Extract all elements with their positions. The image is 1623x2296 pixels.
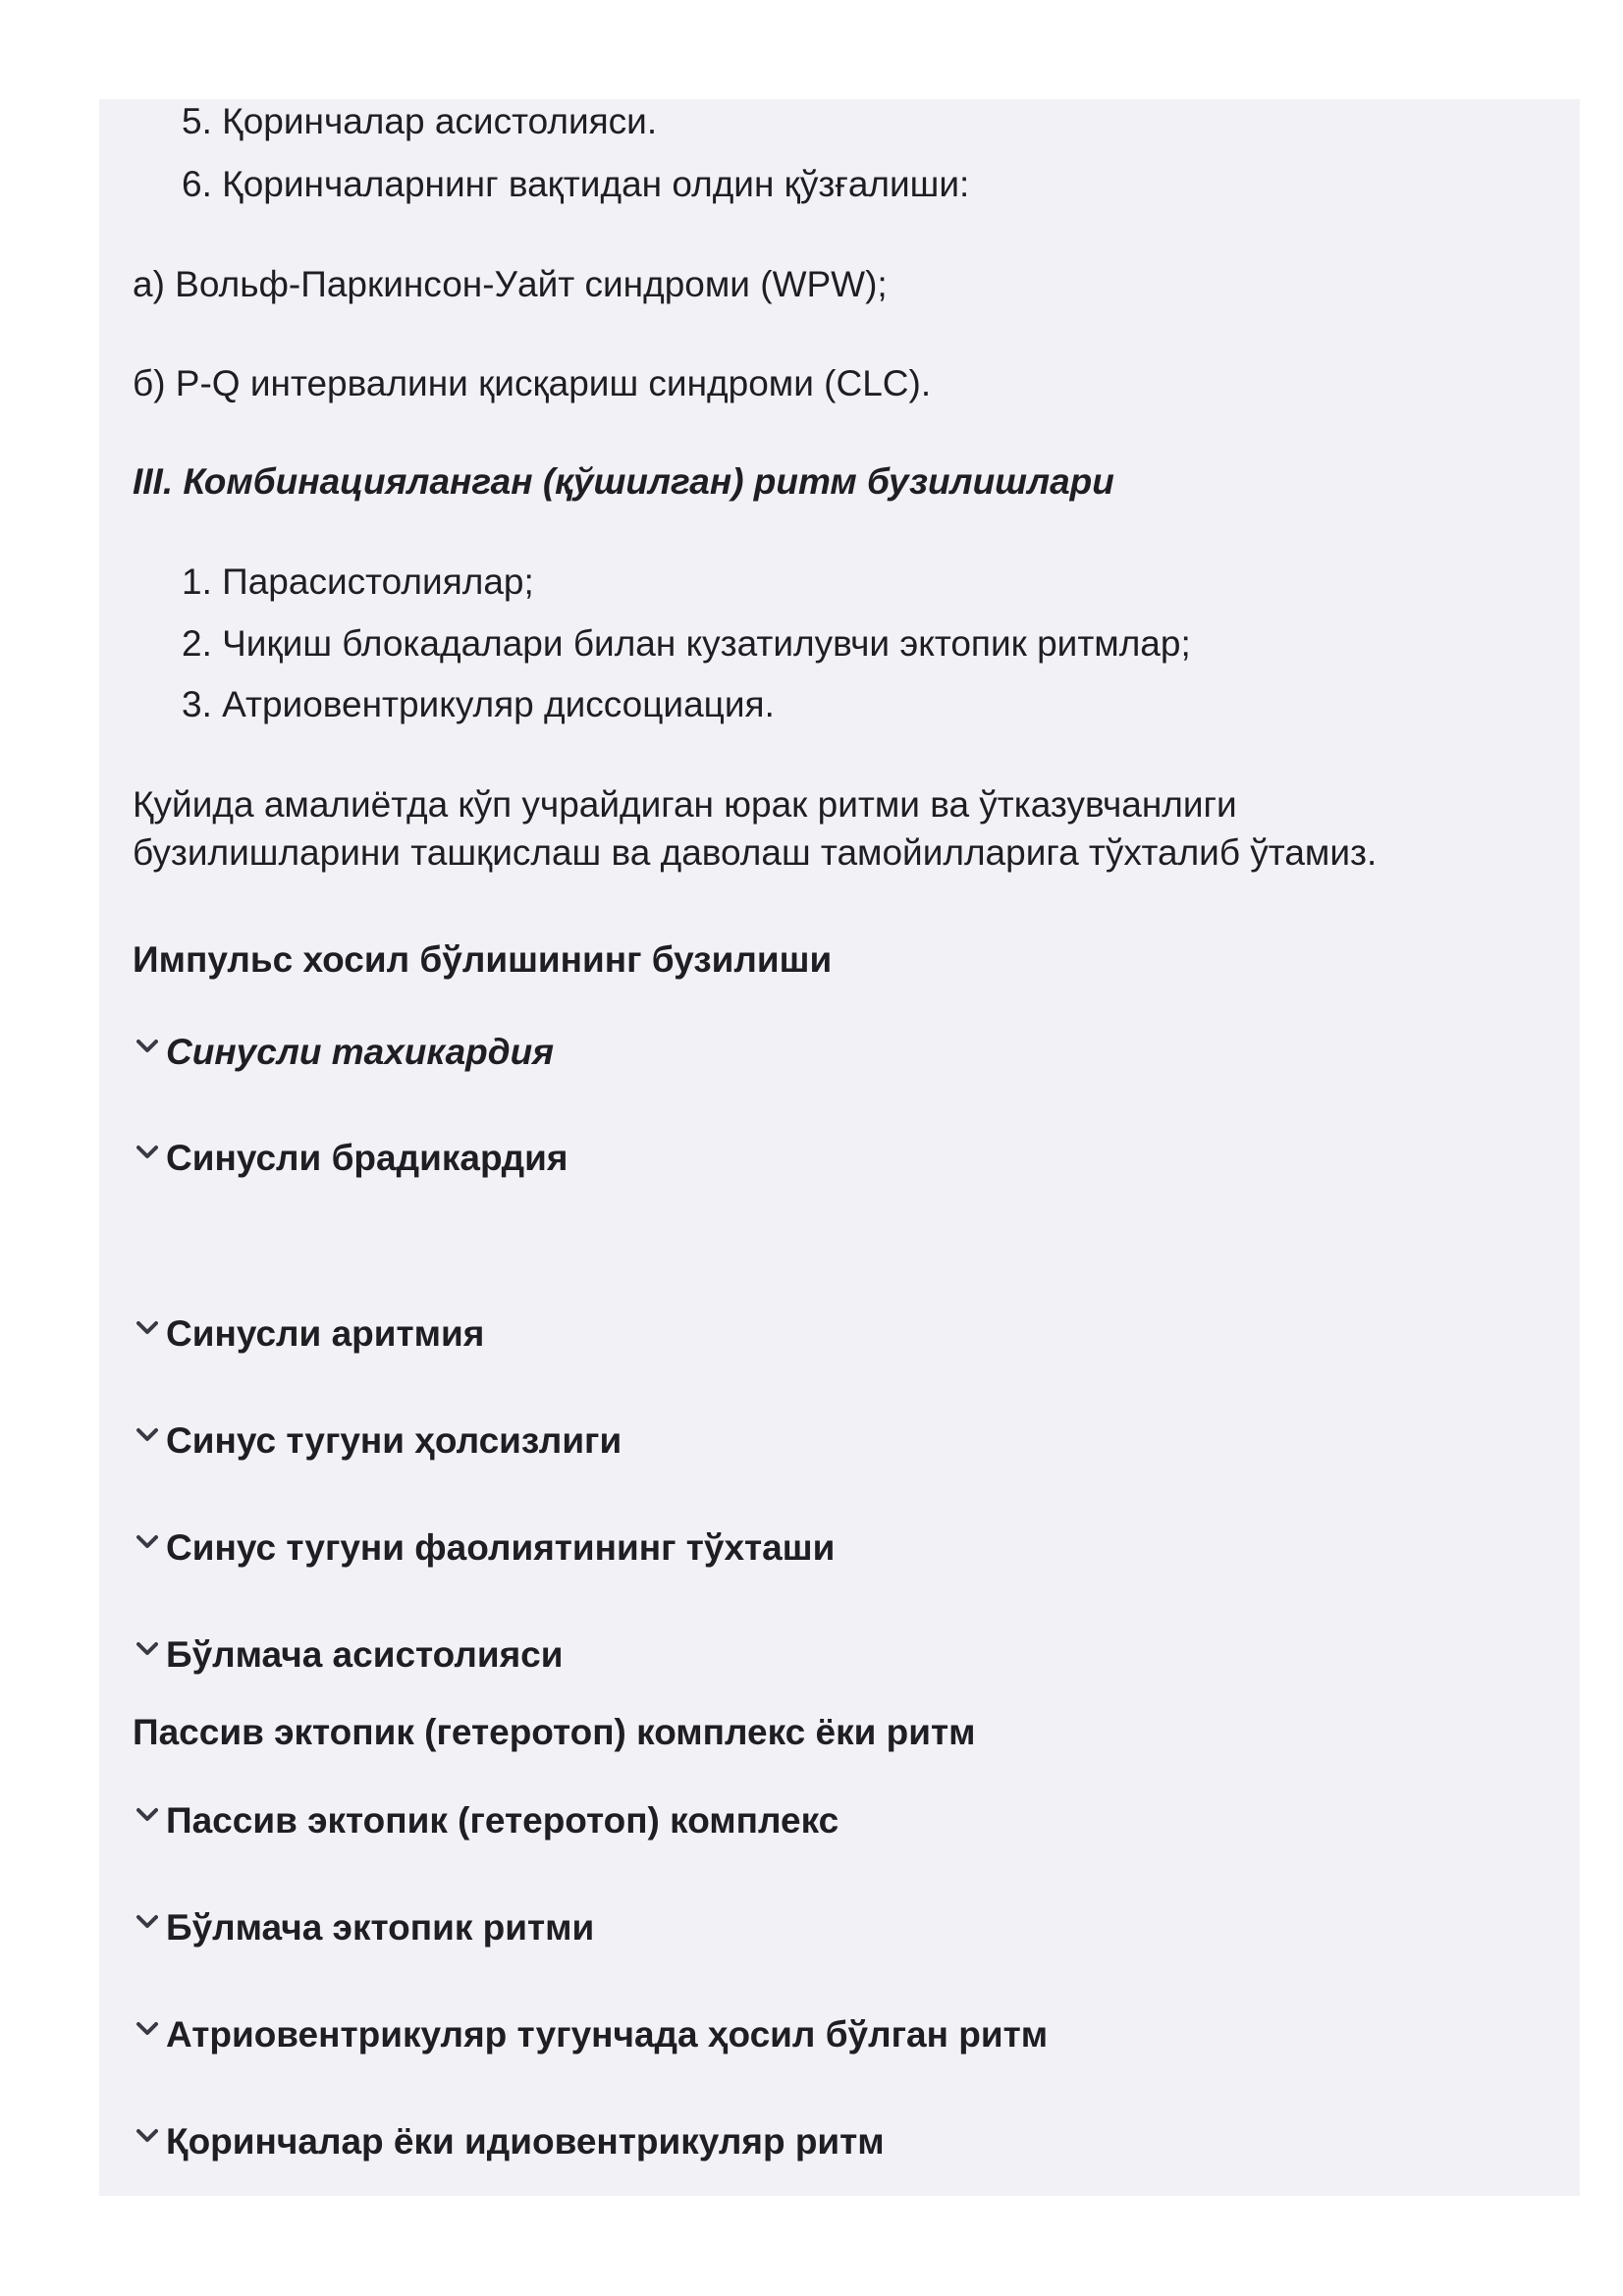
accordion-atrial-asystole[interactable] bbox=[133, 1634, 564, 1676]
section-heading: III. Комбинацияланган (қўшилган) ритм бузилишлари bbox=[133, 461, 1114, 502]
intro-line: бузилишларини ташқислаш ва даволаш тамойилларига тўхталиб ўтамиз. bbox=[133, 831, 1378, 873]
accordion-label: Синус тугуни ҳолсизлиги bbox=[166, 1420, 622, 1461]
sub-item-b: б) P-Q интервалини қисқариш синдроми (CLC). bbox=[133, 363, 932, 403]
accordion-sinus-node-arrest[interactable] bbox=[133, 1527, 835, 1569]
list-item: 3. Атриовентрикуляр диссоциация. bbox=[182, 684, 775, 724]
accordion-label: Синусли аритмия bbox=[166, 1313, 485, 1354]
accordion-idioventricular-rhythm[interactable] bbox=[133, 2121, 885, 2163]
accordion-label: Синус тугуни фаолиятининг тўхташи bbox=[166, 1527, 836, 1568]
accordion-label: Атриовентрикуляр тугунчада ҳосил бўлган ритм bbox=[166, 2014, 1049, 2055]
accordion-sinus-bradycardia[interactable] bbox=[133, 1138, 568, 1179]
list-item: 1. Парасистолиялар; bbox=[182, 561, 534, 602]
list-item: 2. Чиқиш блокадалари билан кузатилувчи эктопик ритмлар; bbox=[182, 623, 1191, 664]
chevron-down-icon bbox=[133, 1032, 162, 1061]
list-item: 5. Қоринчалар асистолияси. bbox=[182, 101, 658, 141]
accordion-label: Пассив эктопик (гетеротоп) комплекс bbox=[166, 1800, 839, 1841]
list-item: 6. Қоринчаларнинг вақтидан олдин қўзғалиши: bbox=[182, 164, 970, 204]
content-panel bbox=[99, 99, 1580, 2196]
sub-item-a: а) Вольф-Паркинсон-Уайт синдроми (WPW); bbox=[133, 264, 888, 304]
accordion-label: Қоринчалар ёки идиовентрикуляр ритм bbox=[166, 2121, 885, 2162]
chevron-down-icon bbox=[133, 1634, 162, 1664]
chevron-down-icon bbox=[133, 1907, 162, 1937]
accordion-passive-ectopic-complex[interactable] bbox=[133, 1800, 839, 1842]
accordion-av-node-rhythm[interactable] bbox=[133, 2014, 1048, 2056]
intro-line: Қуйида амалиётда кўп учрайдиган юрак ритми ва ўтказувчанлиги bbox=[133, 784, 1237, 825]
accordion-label: Синусли тахикардия bbox=[166, 1032, 555, 1072]
chevron-down-icon bbox=[133, 2014, 162, 2044]
accordion-atrial-ectopic-rhythm[interactable] bbox=[133, 1907, 594, 1949]
chevron-down-icon bbox=[133, 1138, 162, 1167]
chevron-down-icon bbox=[133, 1420, 162, 1450]
intro-paragraph bbox=[133, 784, 1377, 874]
accordion-label: Бўлмача эктопик ритми bbox=[166, 1907, 595, 1948]
accordion-sinus-node-weakness[interactable] bbox=[133, 1420, 622, 1462]
group-title: Импульс хосил бўлишининг бузилиши bbox=[133, 939, 833, 980]
accordion-label: Синусли брадикардия bbox=[166, 1138, 568, 1178]
chevron-down-icon bbox=[133, 2121, 162, 2151]
accordion-label: Бўлмача асистолияси bbox=[166, 1634, 564, 1675]
group-title: Пассив эктопик (гетеротоп) комплекс ёки ритм bbox=[133, 1712, 976, 1752]
chevron-down-icon bbox=[133, 1313, 162, 1343]
accordion-sinus-tachycardia[interactable] bbox=[133, 1032, 554, 1073]
chevron-down-icon bbox=[133, 1527, 162, 1557]
chevron-down-icon bbox=[133, 1800, 162, 1830]
accordion-sinus-arrhythmia[interactable] bbox=[133, 1313, 484, 1355]
